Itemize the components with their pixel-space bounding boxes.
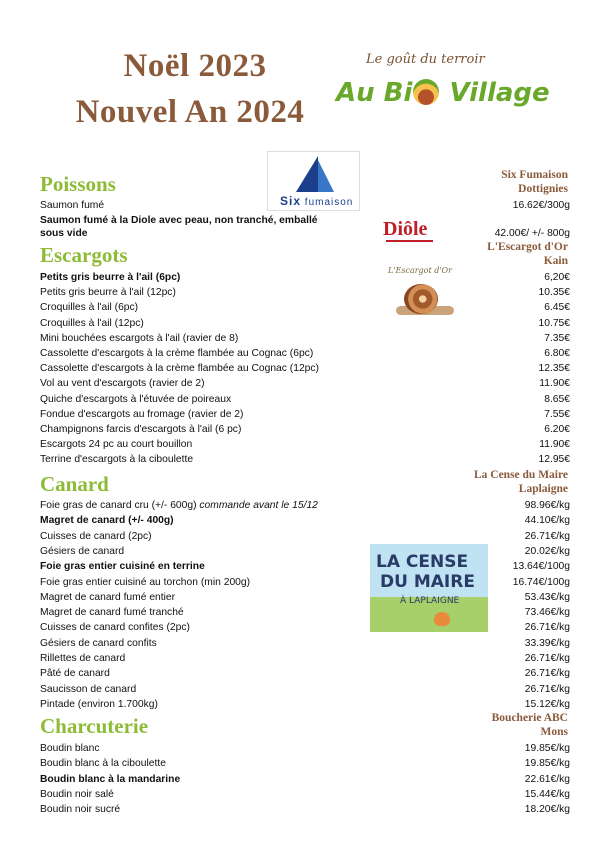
list-item — [40, 198, 570, 213]
diole-logo: Diôle — [383, 218, 428, 240]
item-name — [40, 802, 120, 817]
item-name-text: Pâté de canard — [40, 668, 110, 680]
list-item — [40, 651, 570, 666]
item-price: 6.45€ — [544, 302, 570, 314]
item-name-text: Boudin blanc à la mandarine — [40, 773, 181, 785]
vendor-city: Laplaigne — [518, 483, 568, 495]
item-name — [40, 270, 180, 285]
item-name-text: Croquilles à l'ail (12pc) — [40, 317, 144, 329]
item-price: 18.20€/kg — [524, 804, 570, 816]
item-name-text: Rillettes de canard — [40, 653, 126, 664]
list-item — [40, 226, 570, 241]
item-name — [40, 392, 231, 407]
item-name — [40, 772, 180, 787]
item-price: 26.71€/kg — [524, 683, 570, 695]
item-name-text: Gésiers de canard — [40, 545, 125, 557]
item-name-text: Cuisses de canard (2pc) — [40, 530, 152, 542]
list-item — [40, 590, 570, 605]
item-note: commande avant le 15/12 — [199, 500, 318, 511]
item-name-text: Magret de canard (+/- 400g) — [40, 515, 174, 527]
list-item — [40, 620, 570, 635]
list-item — [40, 787, 570, 802]
item-name-text: Foie gras entier cuisiné au torchon (min 200g) — [40, 576, 251, 588]
item-name-text: Vol au vent d'escargots (ravier de 2) — [40, 378, 205, 390]
item-price: 26.71€/kg — [524, 668, 570, 680]
item-price: 6,20€ — [544, 272, 570, 283]
vendor-name: La Cense du Maire — [473, 469, 568, 481]
list-item — [40, 422, 570, 437]
item-name-text: Champignons farcis d'escargots à l'ail (6 pc) — [40, 424, 242, 435]
item-name: Saumon fumé — [40, 200, 105, 211]
list-item — [40, 636, 570, 651]
item-price: 19.85€/kg — [524, 758, 570, 770]
item-price: 12.95€ — [538, 454, 570, 466]
item-name — [40, 407, 243, 422]
item-name — [40, 498, 318, 513]
item-name — [40, 316, 144, 331]
item-name — [40, 513, 174, 528]
item-name — [40, 422, 241, 437]
list-item — [40, 392, 570, 407]
house-icon — [413, 79, 439, 105]
item-name — [40, 741, 100, 756]
section-title-escargots: Escargots — [40, 243, 128, 267]
brand-name-a: Au Bi — [336, 78, 413, 108]
list-item — [40, 316, 570, 331]
item-name — [40, 590, 175, 605]
list-item — [40, 605, 570, 620]
list-item — [40, 697, 570, 712]
item-price: 22.61€/kg — [524, 773, 570, 785]
item-price: 26.71€/kg — [524, 622, 570, 634]
vendor-boucherie-abc — [368, 711, 568, 739]
item-price: 26.71€/kg — [524, 653, 570, 664]
item-name-text: Cassolette d'escargots à la crème flambée au Cognac (6pc) — [40, 348, 314, 359]
item-price: 16.62€/300g — [512, 200, 570, 211]
item-name-text: Saucisson de canard — [40, 683, 137, 695]
item-price: 42.00€/ +/- 800g — [494, 228, 570, 239]
list-item — [40, 544, 570, 559]
item-name: Saumon fumé à la Diole avec peau, non tranché, emballé — [40, 215, 318, 226]
item-name — [40, 346, 313, 361]
vendor-name: Boucherie ABC — [491, 712, 568, 724]
item-name-text: Petits gris beurre à l'ail (6pc) — [40, 272, 181, 283]
item-name — [40, 697, 158, 712]
item-price: 6.20€ — [544, 424, 570, 435]
list-item — [40, 756, 570, 771]
six-logo-rest: fumaison — [301, 197, 354, 208]
section-title-charcuterie: Charcuterie — [40, 714, 149, 738]
item-name-text: Mini bouchées escargots à l'ail (ravier de 8) — [40, 332, 239, 344]
list-item — [40, 741, 570, 756]
vendor-cense-du-maire — [368, 468, 568, 496]
item-price: 53.43€/kg — [524, 591, 570, 603]
item-price: 8.65€ — [544, 393, 570, 405]
brand-name-b: Village — [440, 78, 550, 108]
item-name — [40, 376, 205, 391]
escargot-logo-text: L'Escargot d'Or — [388, 266, 452, 275]
section-title-canard: Canard — [40, 472, 109, 496]
item-name-text: Magret de canard fumé tranché — [40, 607, 184, 619]
list-item — [40, 802, 570, 817]
item-name-text: Cassolette d'escargots à la crème flambée au Cognac (12pc) — [40, 363, 319, 375]
item-price: 10.75€ — [538, 317, 570, 329]
item-name — [40, 529, 152, 544]
title-noel: Noël 2023 — [123, 48, 267, 84]
item-price: 11.90€ — [539, 439, 570, 451]
item-price: 13.64€/100g — [512, 561, 570, 573]
item-price: 33.39€/kg — [524, 637, 570, 649]
item-price: 19.85€/kg — [524, 743, 570, 754]
item-price: 6.80€ — [544, 348, 570, 359]
item-name — [40, 636, 157, 651]
item-name — [40, 575, 250, 590]
list-item — [40, 513, 570, 528]
item-name — [40, 651, 125, 666]
item-name — [40, 666, 110, 681]
item-price: 15.44€/kg — [524, 788, 570, 800]
cense-logo-line1: LA CENSE — [376, 552, 469, 572]
item-price: 73.46€/kg — [524, 607, 570, 619]
list-item — [40, 452, 570, 467]
item-name — [40, 361, 319, 376]
list-item — [40, 407, 570, 422]
item-name — [40, 544, 124, 559]
item-name-text: Boudin noir sucré — [40, 804, 121, 816]
item-name-text: Gésiers de canard confits — [40, 637, 157, 649]
item-price: 26.71€/kg — [524, 530, 570, 542]
item-name-text: Fondue d'escargots au fromage (ravier de 2) — [40, 408, 244, 420]
vendor-city: Kain — [543, 255, 568, 267]
title-nouvel-an: Nouvel An 2024 — [75, 94, 305, 130]
item-price: 16.74€/100g — [512, 576, 570, 588]
item-name-text: Magret de canard fumé entier — [40, 591, 176, 603]
item-name — [40, 331, 238, 346]
item-name — [40, 682, 136, 697]
list-item — [40, 376, 570, 391]
item-price: 12.35€ — [538, 363, 570, 375]
brand-tagline: Le goût du terroir — [366, 52, 485, 67]
list-item — [40, 498, 570, 513]
six-logo-bold: Six — [280, 194, 302, 208]
list-item — [40, 285, 570, 300]
sail-icon — [296, 156, 318, 192]
list-item — [40, 559, 570, 574]
item-price: 7.35€ — [544, 332, 570, 344]
cense-logo-line3: À LAPLAIGNE — [400, 596, 460, 606]
section-title-poissons: Poissons — [40, 172, 116, 196]
vendor-name: L'Escargot d'Or — [487, 241, 568, 253]
list-item — [40, 772, 570, 787]
item-price: 15.12€/kg — [524, 698, 570, 710]
item-name — [40, 605, 184, 620]
item-price: 98.96€/kg — [524, 500, 570, 511]
list-item — [40, 529, 570, 544]
vendor-six-fumaison — [368, 168, 568, 196]
item-name — [40, 285, 176, 300]
item-name — [40, 300, 138, 315]
item-name-text: Boudin noir salé — [40, 788, 114, 800]
vendor-escargot-dor — [368, 240, 568, 268]
list-item — [40, 331, 570, 346]
list-item — [40, 300, 570, 315]
vendor-city: Dottignies — [518, 183, 568, 195]
list-item — [40, 346, 570, 361]
item-name-text: Cuisses de canard confites (2pc) — [40, 622, 190, 634]
sail-icon — [318, 160, 334, 192]
item-name-text: Boudin blanc — [40, 743, 100, 754]
item-name — [40, 620, 190, 635]
item-price: 10.35€ — [538, 287, 570, 299]
list-item — [40, 270, 570, 285]
item-name-text: Boudin blanc à la ciboulette — [40, 758, 166, 770]
item-name-text: Foie gras de canard cru (+/- 600g) — [40, 500, 200, 511]
item-name — [40, 452, 193, 467]
vendor-name: Six Fumaison — [501, 169, 568, 181]
item-name-text: Foie gras entier cuisiné en terrine — [40, 561, 205, 573]
item-name — [40, 756, 166, 771]
list-item — [40, 666, 570, 681]
item-price: 7.55€ — [544, 408, 570, 420]
item-price: 20.02€/kg — [524, 545, 570, 557]
cense-logo-line2: DU MAIRE — [380, 572, 475, 592]
brand-logo — [336, 78, 550, 108]
item-name-text: Escargots 24 pc au court bouillon — [40, 439, 193, 451]
item-name — [40, 559, 205, 574]
item-name-text: Petits gris beurre à l'ail (12pc) — [40, 287, 176, 299]
item-name-text: Pintade (environ 1.700kg) — [40, 698, 158, 710]
item-name-continued: sous vide — [40, 228, 88, 239]
item-name-text: Croquilles à l'ail (6pc) — [40, 302, 139, 314]
item-name-text: Terrine d'escargots à la ciboulette — [40, 454, 194, 466]
vendor-city: Mons — [540, 726, 568, 738]
item-price: 11.90€ — [539, 378, 570, 390]
item-name-text: Quiche d'escargots à l'étuvée de poireaux — [40, 393, 232, 405]
list-item — [40, 437, 570, 452]
list-item — [40, 682, 570, 697]
item-name — [40, 787, 114, 802]
list-item — [40, 361, 570, 376]
list-item — [40, 575, 570, 590]
item-name — [40, 437, 192, 452]
item-price: 44.10€/kg — [524, 515, 570, 527]
